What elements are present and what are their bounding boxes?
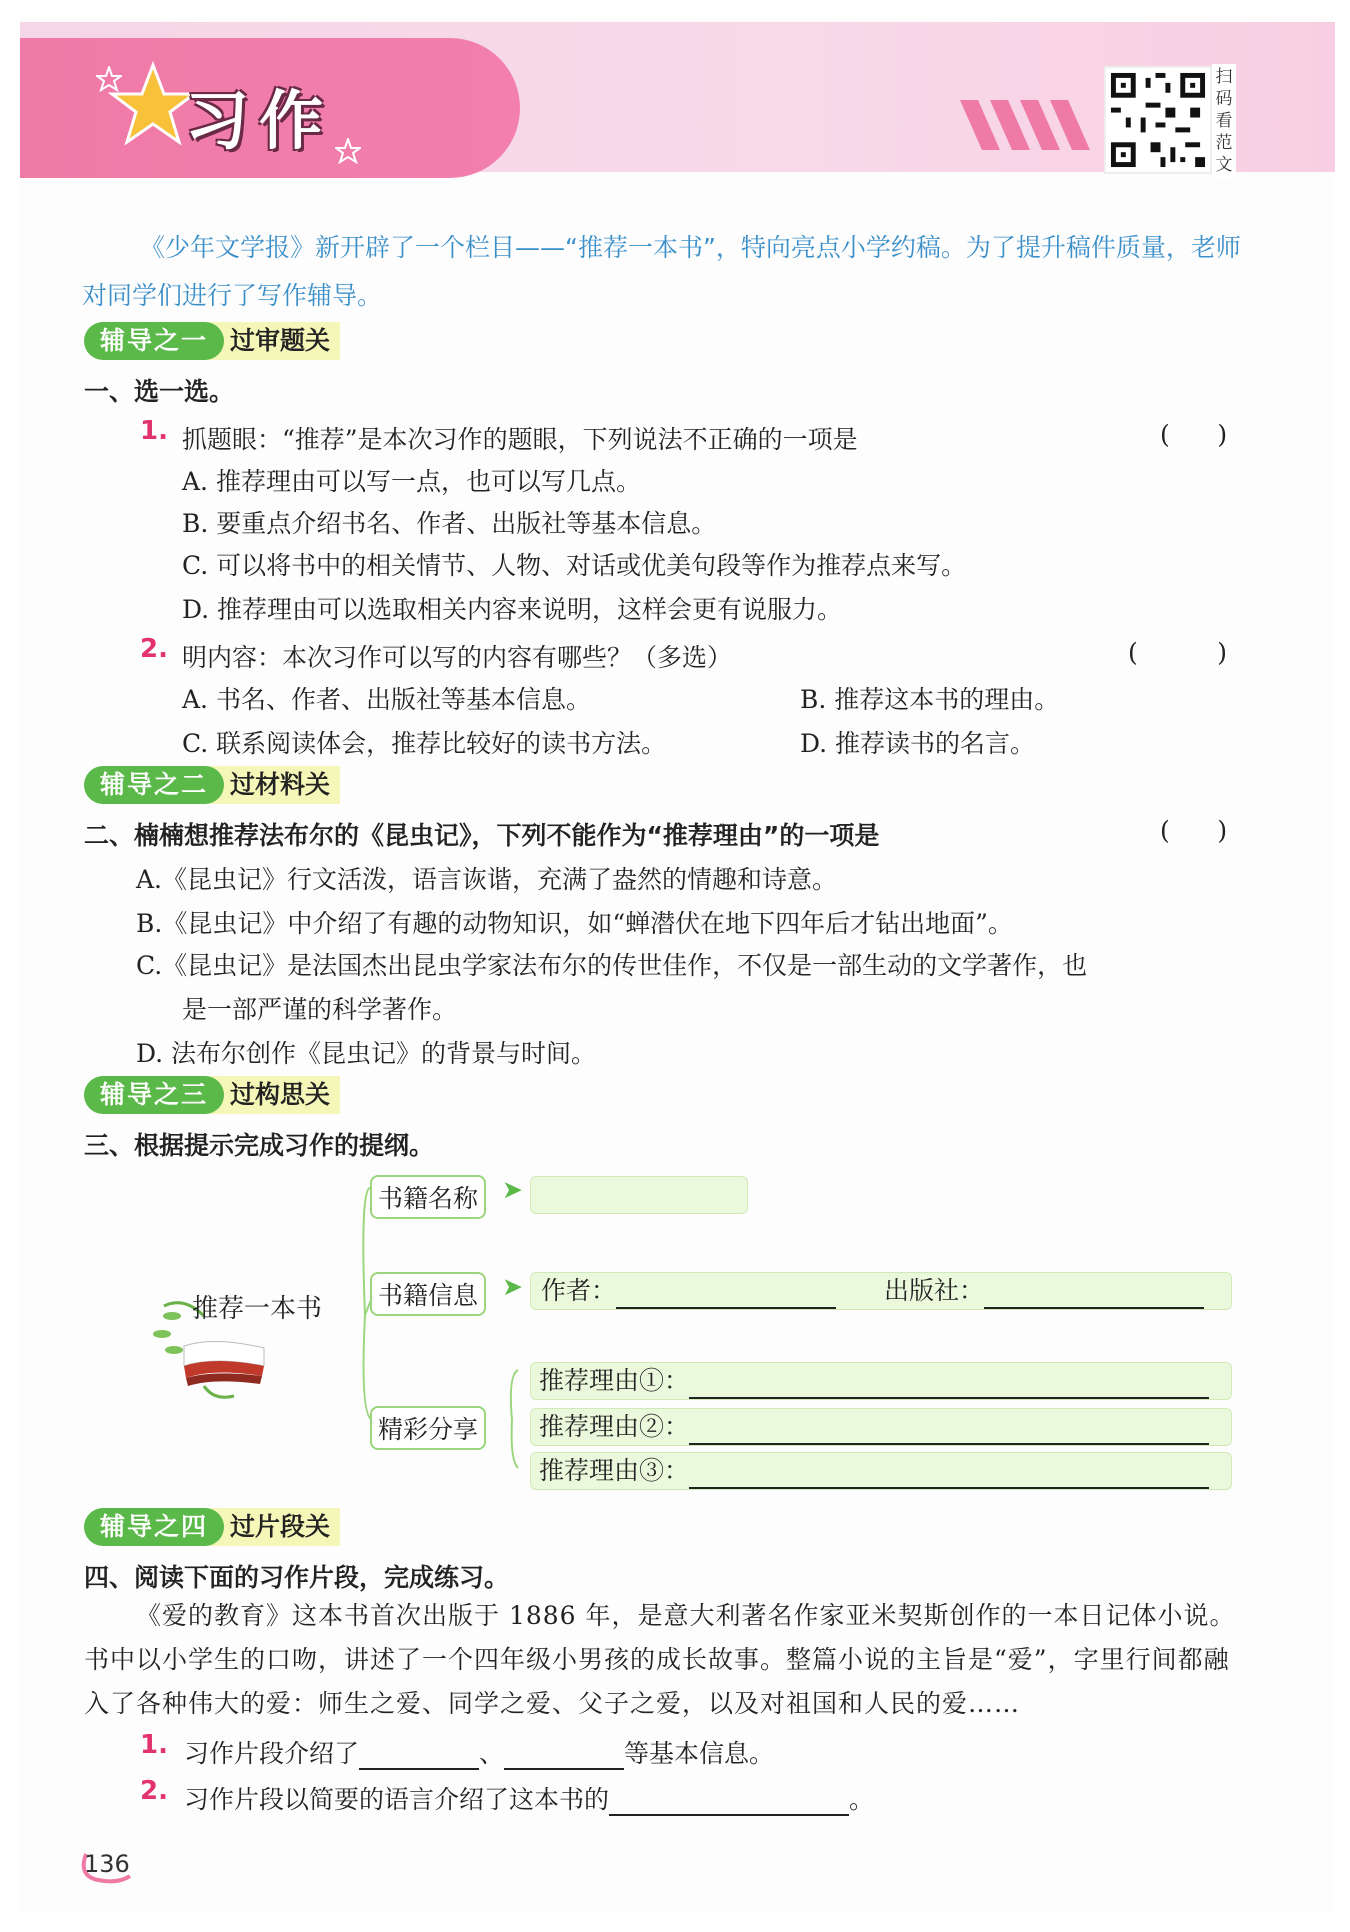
qr-code-icon[interactable]: [1104, 66, 1212, 174]
part4-q1: 习作片段介绍了 、 等基本信息。: [184, 1739, 775, 1768]
q2-option-b[interactable]: B. 推荐这本书的理由。: [800, 685, 1060, 714]
author-blank[interactable]: [616, 1281, 836, 1309]
part4-q1-blank-2[interactable]: [504, 1742, 624, 1770]
q2-answer-blank[interactable]: ( ): [1128, 638, 1227, 667]
q1-option-a[interactable]: A. 推荐理由可以写一点，也可以写几点。: [182, 467, 641, 496]
part4-q2: 习作片段以简要的语言介绍了这本书的 。: [184, 1785, 875, 1814]
page-number: 136: [84, 1850, 130, 1878]
part4-heading: 四、阅读下面的习作片段，完成练习。: [84, 1563, 510, 1592]
reason-3-blank[interactable]: [689, 1461, 1209, 1489]
reason-1-field: 推荐理由①：: [530, 1362, 1232, 1400]
q2-number: 2.: [140, 634, 168, 664]
q1-option-b[interactable]: B. 要重点介绍书名、作者、出版社等基本信息。: [182, 509, 717, 538]
q2-option-a[interactable]: A. 书名、作者、出版社等基本信息。: [182, 685, 591, 714]
q2-text: 明内容：本次习作可以写的内容有哪些？（多选）: [182, 643, 733, 672]
section-badge-1: 辅导之一 过审题关: [84, 322, 340, 360]
q1-option-d[interactable]: D. 推荐理由可以选取相关内容来说明，这样会更有说服力。: [182, 595, 843, 624]
passage-text: 《爱的教育》这本书首次出版于 1886 年，是意大利著名作家亚米契斯创作的一本日记体小说。书中以小学生的口吻，讲述了一个四年级小男孩的成长故事。整篇小说的主旨是“爱”，字里行间都融入了各种伟大的爱：师生之爱、同学之爱、父子之爱，以及对祖国和人民的爱……: [84, 1601, 1236, 1718]
mind-map-center: 推荐一本书: [192, 1294, 323, 1324]
part4-q1-blank-1[interactable]: [359, 1742, 479, 1770]
book-info-field: [530, 1272, 1232, 1310]
branch-book-name: 书籍名称: [370, 1175, 486, 1219]
reason-2-field: 推荐理由②：: [530, 1408, 1232, 1446]
book-name-input[interactable]: [530, 1176, 748, 1214]
q1-text: 抓题眼：“推荐”是本次习作的题眼，下列说法不正确的一项是: [182, 425, 858, 454]
part2-answer-blank[interactable]: ( ): [1160, 816, 1228, 845]
small-star-icon: [96, 66, 122, 92]
page-title: 习作: [185, 85, 333, 159]
part4-q2-blank[interactable]: [609, 1788, 849, 1816]
qr-label: 扫 码 看 范 文: [1212, 64, 1236, 178]
reason-3-field: 推荐理由③：: [530, 1452, 1232, 1490]
part1-heading: 一、选一选。: [84, 377, 235, 406]
q2-option-d[interactable]: D. 推荐读书的名言。: [800, 729, 1036, 758]
section-badge-3: 辅导之三 过构思关: [84, 1076, 340, 1114]
publisher-label: 出版社：: [883, 1276, 984, 1305]
q1-number: 1.: [140, 416, 168, 446]
part2-option-b[interactable]: B.《昆虫记》中介绍了有趣的动物知识，如“蝉潜伏在地下四年后才钻出地面”。: [136, 909, 1013, 938]
author-label: 作者：: [541, 1276, 617, 1305]
branch-highlights: 精彩分享: [370, 1406, 486, 1450]
part2-option-a[interactable]: A.《昆虫记》行文活泼，语言诙谐，充满了盎然的情趣和诗意。: [136, 865, 838, 894]
decorative-stripes: [960, 100, 1090, 160]
arrow-icon: ➤: [502, 1272, 523, 1301]
intro-text: 《少年文学报》新开辟了一个栏目——“推荐一本书”，特向亮点小学约稿。为了提升稿件质量，老师对同学们进行了写作辅导。: [82, 233, 1241, 310]
arrow-icon: ➤: [502, 1175, 523, 1204]
part2-option-c-cont: 是一部严谨的科学著作。: [182, 995, 458, 1024]
part3-heading: 三、根据提示完成习作的提纲。: [84, 1131, 435, 1160]
q1-option-c[interactable]: C. 可以将书中的相关情节、人物、对话或优美句段等作为推荐点来写。: [182, 551, 967, 580]
part2-option-d[interactable]: D. 法布尔创作《昆虫记》的背景与时间。: [136, 1039, 597, 1068]
reason-2-blank[interactable]: [689, 1417, 1209, 1445]
section-badge-4: 辅导之四 过片段关: [84, 1508, 340, 1546]
small-star-icon: [335, 138, 361, 164]
part4-q1-number: 1.: [140, 1730, 168, 1760]
part2-option-c[interactable]: C.《昆虫记》是法国杰出昆虫学家法布尔的传世佳作，不仅是一部生动的文学著作，也: [136, 951, 1088, 980]
q1-answer-blank[interactable]: ( ): [1160, 420, 1228, 449]
reason-1-blank[interactable]: [689, 1371, 1209, 1399]
branch-book-info: 书籍信息: [370, 1272, 486, 1316]
publisher-blank[interactable]: [984, 1281, 1204, 1309]
part2-heading: 二、楠楠想推荐法布尔的《昆虫记》，下列不能作为“推荐理由”的一项是: [84, 821, 880, 850]
q2-option-c[interactable]: C. 联系阅读体会，推荐比较好的读书方法。: [182, 729, 667, 758]
section-badge-2: 辅导之二 过材料关: [84, 766, 340, 804]
part4-q2-number: 2.: [140, 1776, 168, 1806]
